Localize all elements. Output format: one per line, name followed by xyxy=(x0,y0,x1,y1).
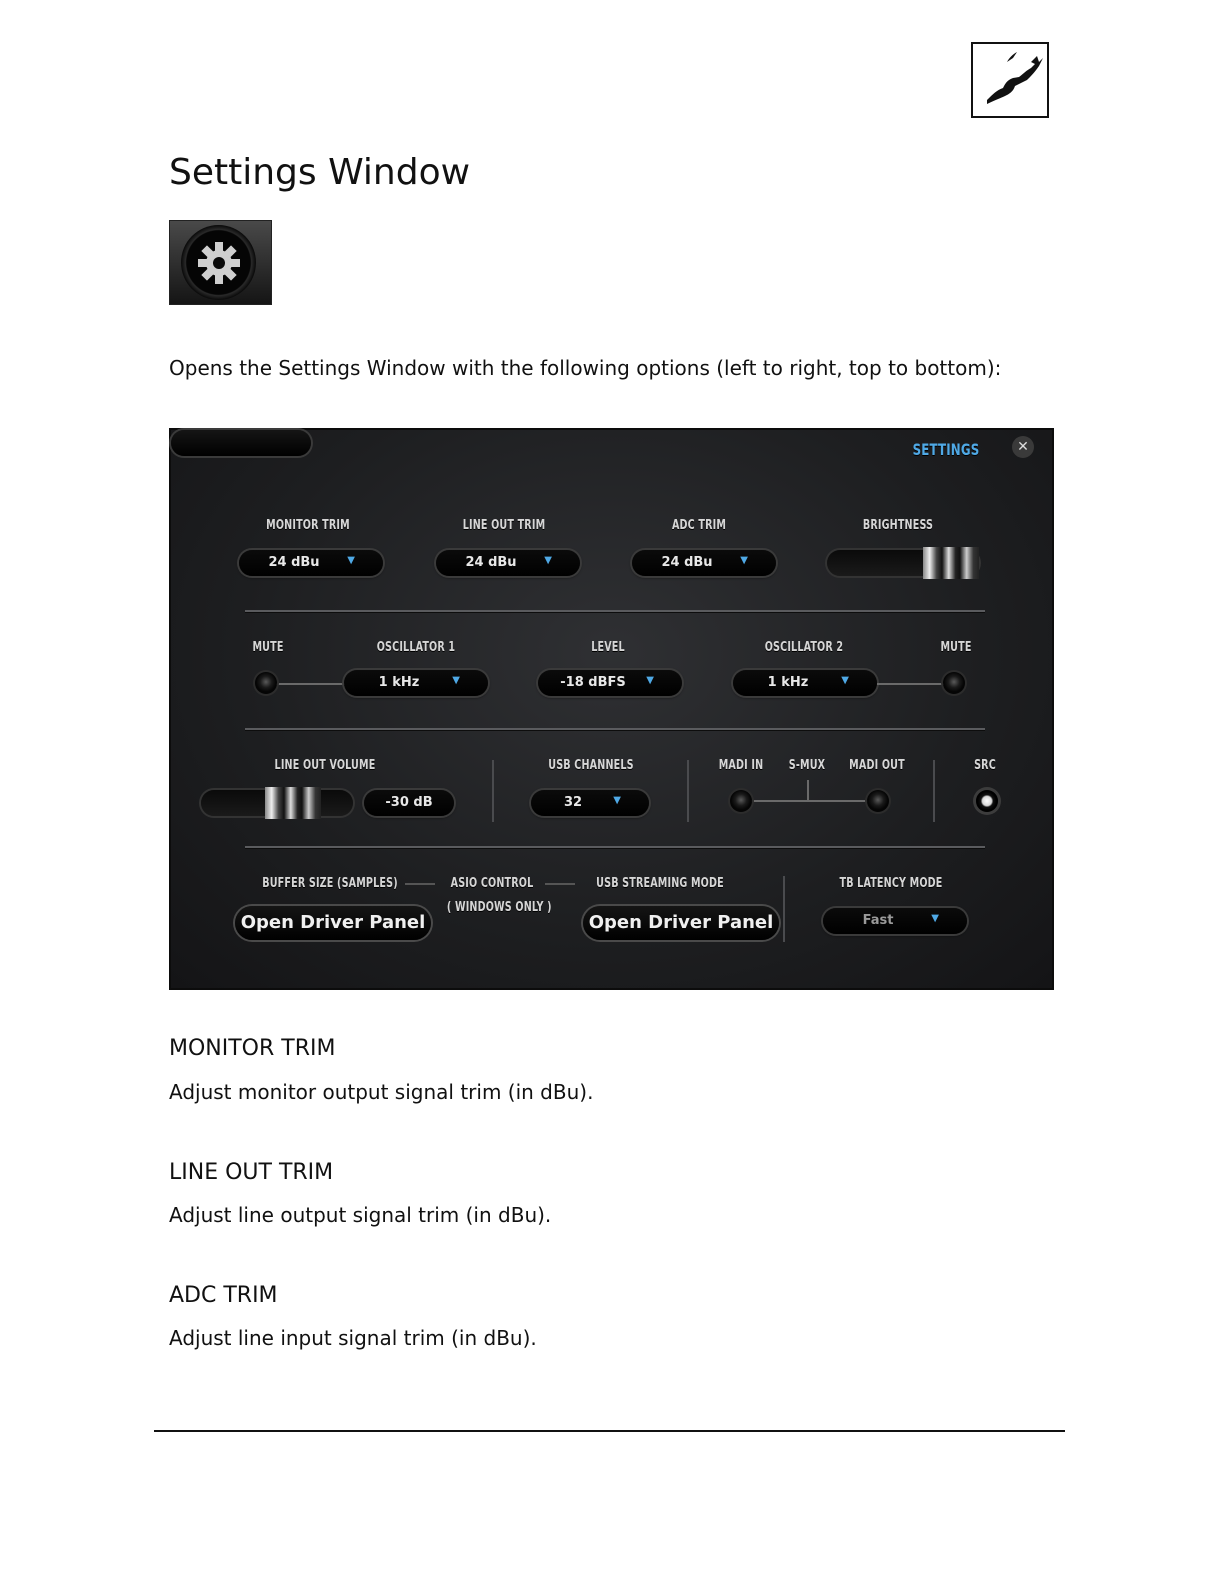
section-body: Adjust monitor output signal trim (in dBu). xyxy=(169,1080,594,1104)
section-heading: MONITOR TRIM xyxy=(169,1036,336,1061)
footer-divider xyxy=(154,1430,1065,1432)
divider xyxy=(245,728,985,731)
level-select[interactable] xyxy=(538,670,682,696)
connector-line xyxy=(275,683,345,685)
connector-line xyxy=(751,800,879,802)
open-driver-panel-button[interactable]: Open Driver Panel xyxy=(583,906,779,940)
connector-line xyxy=(545,883,575,885)
buffer-size-label: BUFFER SIZE (SAMPLES) xyxy=(262,876,398,891)
section-heading: ADC TRIM xyxy=(169,1283,278,1308)
chevron-down-icon: ▼ xyxy=(740,555,748,566)
smux-label: S-MUX xyxy=(788,758,826,773)
src-toggle[interactable] xyxy=(976,790,998,812)
divider xyxy=(245,846,985,849)
chevron-down-icon: ▼ xyxy=(841,675,849,686)
line-out-volume-value: -30 dB xyxy=(385,795,433,810)
chevron-down-icon: ▼ xyxy=(613,795,621,806)
mute-right-label: MUTE xyxy=(940,640,972,655)
usb-channels-value: 32 xyxy=(563,795,583,810)
divider xyxy=(492,760,494,822)
usb-streaming-label: USB STREAMING MODE xyxy=(596,876,724,891)
line-out-trim-value: 24 dBu xyxy=(465,555,517,570)
page-title: Settings Window xyxy=(169,152,471,193)
settings-window-title: SETTINGS xyxy=(912,440,980,459)
intro-text: Opens the Settings Window with the following options (left to right, top to bottom): xyxy=(169,356,1002,380)
line-out-volume-value-box xyxy=(364,790,454,816)
divider xyxy=(245,610,985,613)
settings-window-screenshot xyxy=(169,428,1054,990)
connector-line xyxy=(405,883,435,885)
connector-line xyxy=(877,683,953,685)
tb-latency-select[interactable] xyxy=(823,908,967,934)
usb-channels-label: USB CHANNELS xyxy=(548,758,634,773)
adc-trim-select[interactable] xyxy=(632,550,776,576)
oscillator2-label: OSCILLATOR 2 xyxy=(764,640,844,655)
src-label: SRC xyxy=(974,758,996,773)
section-heading: LINE OUT TRIM xyxy=(169,1160,334,1185)
monitor-trim-select[interactable] xyxy=(239,550,383,576)
line-out-trim-label: LINE OUT TRIM xyxy=(462,518,546,533)
brightness-slider[interactable] xyxy=(827,550,979,576)
oscillator2-select[interactable] xyxy=(733,670,877,696)
chevron-down-icon: ▼ xyxy=(544,555,552,566)
chevron-down-icon: ▼ xyxy=(931,913,939,924)
line-out-volume-slider-handle[interactable] xyxy=(265,787,321,819)
line-out-trim-select[interactable] xyxy=(436,550,580,576)
mute-left-label: MUTE xyxy=(252,640,284,655)
line-out-volume-slider[interactable] xyxy=(201,790,353,816)
adc-trim-value: 24 dBu xyxy=(661,555,713,570)
madi-in-label: MADI IN xyxy=(718,758,764,773)
brightness-slider-handle[interactable] xyxy=(923,547,979,579)
oscillator1-value: 1 kHz xyxy=(378,675,420,690)
oscillator2-value: 1 kHz xyxy=(767,675,809,690)
settings-title-pill xyxy=(171,430,311,456)
mute-right-toggle[interactable] xyxy=(943,672,965,694)
antelope-logo xyxy=(971,42,1049,118)
windows-only-label: ( WINDOWS ONLY ) xyxy=(446,900,552,915)
chevron-down-icon: ▼ xyxy=(347,555,355,566)
madi-out-label: MADI OUT xyxy=(849,758,905,773)
oscillator1-select[interactable] xyxy=(344,670,488,696)
chevron-down-icon: ▼ xyxy=(646,675,654,686)
mute-left-toggle[interactable] xyxy=(255,672,277,694)
gear-icon[interactable] xyxy=(169,220,272,305)
divider xyxy=(933,760,935,822)
usb-channels-select[interactable] xyxy=(531,790,649,816)
brightness-label: BRIGHTNESS xyxy=(862,518,934,533)
gear-glyph-icon xyxy=(195,239,243,287)
close-icon[interactable]: ✕ xyxy=(1012,436,1034,458)
connector-line xyxy=(807,780,809,800)
level-value: -18 dBFS xyxy=(560,675,626,690)
divider xyxy=(783,876,785,942)
level-label: LEVEL xyxy=(591,640,625,655)
line-out-volume-label: LINE OUT VOLUME xyxy=(274,758,376,773)
tb-latency-label: TB LATENCY MODE xyxy=(839,876,943,891)
madi-in-toggle[interactable] xyxy=(730,790,752,812)
open-driver-panel-button[interactable]: Open Driver Panel xyxy=(235,906,431,940)
chevron-down-icon: ▼ xyxy=(452,675,460,686)
oscillator1-label: OSCILLATOR 1 xyxy=(376,640,456,655)
tb-latency-value: Fast xyxy=(862,913,894,928)
section-body: Adjust line input signal trim (in dBu). xyxy=(169,1326,537,1350)
monitor-trim-value: 24 dBu xyxy=(268,555,320,570)
adc-trim-label: ADC TRIM xyxy=(671,518,727,533)
section-body: Adjust line output signal trim (in dBu). xyxy=(169,1203,552,1227)
monitor-trim-label: MONITOR TRIM xyxy=(266,518,350,533)
asio-control-label: ASIO CONTROL xyxy=(450,876,534,891)
madi-out-toggle[interactable] xyxy=(867,790,889,812)
antelope-logo-icon xyxy=(973,44,1047,116)
divider xyxy=(687,760,689,822)
